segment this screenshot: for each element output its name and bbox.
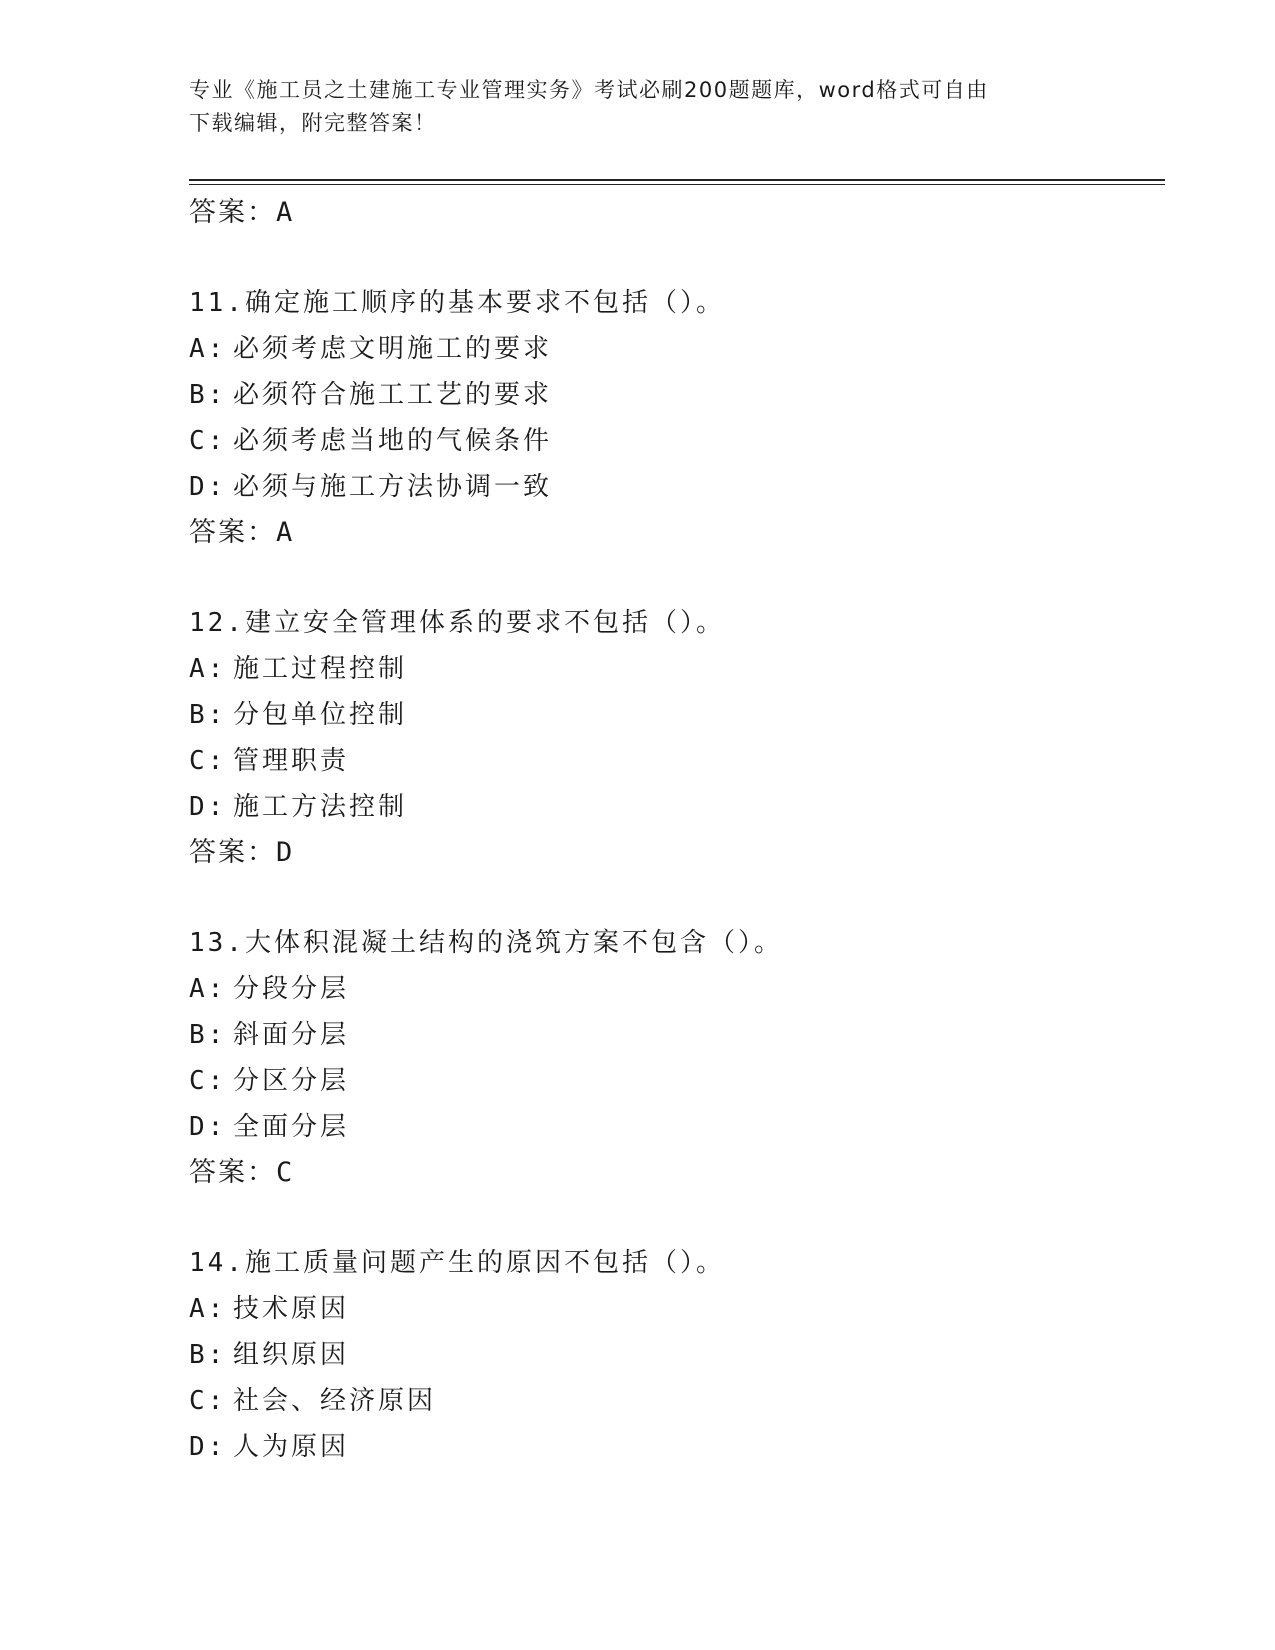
option-c <box>189 418 1149 464</box>
option-d <box>189 464 1149 510</box>
option-key: A: <box>189 334 227 364</box>
option-a <box>189 326 1149 372</box>
option-text: 施工方法控制 <box>233 792 408 822</box>
option-text: 施工过程控制 <box>233 654 408 684</box>
option-key: C: <box>189 426 227 456</box>
question-stem: 11.确定施工顺序的基本要求不包括（）。 <box>189 288 725 318</box>
option-a <box>189 966 1149 1012</box>
answer-label: 答案： <box>189 837 276 868</box>
option-key: B: <box>189 700 227 730</box>
option-b <box>189 372 1149 418</box>
header-line-1: 专业《施工员之土建施工专业管理实务》考试必刷200题题库，word格式可自由 <box>189 78 989 102</box>
option-key: A: <box>189 974 227 1004</box>
option-key: D: <box>189 792 227 822</box>
option-key: C: <box>189 746 227 776</box>
option-key: D: <box>189 1112 227 1142</box>
option-text: 必须与施工方法协调一致 <box>233 472 553 502</box>
option-text: 分区分层 <box>233 1066 350 1096</box>
question-11 <box>189 280 1149 556</box>
option-text: 斜面分层 <box>233 1020 350 1050</box>
option-b <box>189 1332 1149 1378</box>
document-header <box>189 74 1089 140</box>
question-stem: 13.大体积混凝土结构的浇筑方案不包含（）。 <box>189 928 783 958</box>
option-b <box>189 1012 1149 1058</box>
option-key: A: <box>189 654 227 684</box>
option-text: 全面分层 <box>233 1112 350 1142</box>
answer-value: A <box>276 197 293 228</box>
question-12 <box>189 600 1149 876</box>
question-13 <box>189 920 1149 1196</box>
answer-line <box>189 830 1149 876</box>
question-stem: 12.建立安全管理体系的要求不包括（）。 <box>189 608 725 638</box>
option-text: 社会、经济原因 <box>233 1386 437 1416</box>
option-text: 分包单位控制 <box>233 700 408 730</box>
answer-line <box>189 510 1149 556</box>
answer-label: 答案： <box>189 517 276 548</box>
header-rule-thin <box>189 184 1165 185</box>
option-text: 必须考虑文明施工的要求 <box>233 334 553 364</box>
option-text: 组织原因 <box>233 1340 350 1370</box>
header-rule-thick <box>189 179 1165 181</box>
option-key: C: <box>189 1386 227 1416</box>
question-list <box>189 190 1149 1470</box>
option-text: 管理职责 <box>233 746 350 776</box>
option-a <box>189 646 1149 692</box>
option-b <box>189 692 1149 738</box>
option-text: 人为原因 <box>233 1432 350 1462</box>
option-c <box>189 1058 1149 1104</box>
option-c <box>189 1378 1149 1424</box>
option-key: D: <box>189 1432 227 1462</box>
option-key: B: <box>189 1020 227 1050</box>
question-14 <box>189 1240 1149 1470</box>
option-key: A: <box>189 1294 227 1324</box>
header-line-2: 下载编辑，附完整答案！ <box>189 111 437 135</box>
option-key: C: <box>189 1066 227 1096</box>
option-d <box>189 1424 1149 1470</box>
answer-value: D <box>276 837 293 868</box>
answer-label: 答案： <box>189 1157 276 1188</box>
option-text: 必须符合施工工艺的要求 <box>233 380 553 410</box>
answer-value: A <box>276 517 293 548</box>
answer-line <box>189 190 1149 236</box>
answer-label: 答案： <box>189 197 276 228</box>
answer-line <box>189 1150 1149 1196</box>
option-key: D: <box>189 472 227 502</box>
option-d <box>189 784 1149 830</box>
option-d <box>189 1104 1149 1150</box>
option-key: B: <box>189 380 227 410</box>
question-stem: 14.施工质量问题产生的原因不包括（）。 <box>189 1248 725 1278</box>
option-key: B: <box>189 1340 227 1370</box>
option-text: 技术原因 <box>233 1294 350 1324</box>
option-c <box>189 738 1149 784</box>
option-a <box>189 1286 1149 1332</box>
answer-value: C <box>276 1157 293 1188</box>
option-text: 必须考虑当地的气候条件 <box>233 426 553 456</box>
option-text: 分段分层 <box>233 974 350 1004</box>
